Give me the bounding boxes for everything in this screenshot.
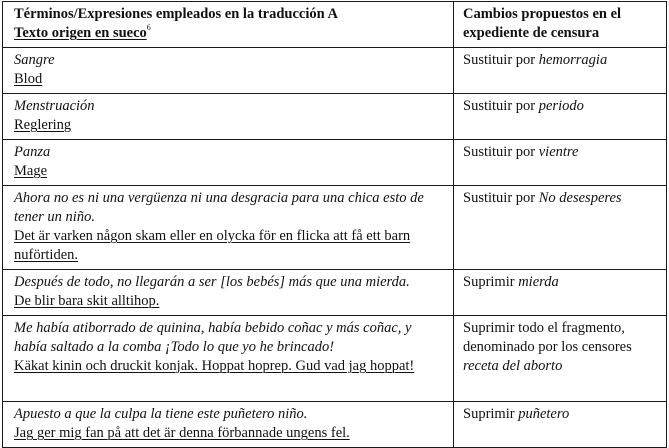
change-action: Suprimir bbox=[463, 406, 519, 422]
header-proposed-changes bbox=[454, 2, 667, 48]
source-cell bbox=[3, 94, 454, 140]
source-cell bbox=[3, 140, 454, 186]
swedish-term: Reglering bbox=[14, 117, 72, 133]
change-action: Suprimir todo el fragmento, denominado por los censores bbox=[463, 320, 632, 355]
source-cell bbox=[3, 402, 454, 448]
swedish-term: Käkat kinin och druckit konjak. Hoppat hoprep. Gud vad jag hoppat! bbox=[14, 358, 415, 374]
table-row bbox=[3, 186, 667, 270]
change-action: Sustituir por bbox=[463, 98, 539, 114]
table-row bbox=[3, 140, 667, 186]
table-header-row bbox=[3, 2, 667, 48]
swedish-term: De blir bara skit alltihop. bbox=[14, 293, 160, 309]
censorship-table bbox=[2, 1, 667, 448]
change-term: vientre bbox=[538, 144, 579, 160]
table-row bbox=[3, 316, 667, 402]
change-cell bbox=[454, 48, 667, 94]
change-term: mierda bbox=[518, 274, 559, 290]
table-row bbox=[3, 270, 667, 316]
header-source-terms-line1: Términos/Expresiones empleados en la traducción A bbox=[14, 6, 338, 22]
header-proposed-changes-line2: expediente de censura bbox=[463, 25, 600, 41]
swedish-term: Det är varken någon skam eller en olycka för en flicka att få ett barn nuförtiden. bbox=[14, 228, 411, 263]
change-cell bbox=[454, 270, 667, 316]
source-cell bbox=[3, 186, 454, 270]
header-proposed-changes-line1: Cambios propuestos en el bbox=[463, 6, 622, 22]
change-action: Sustituir por bbox=[463, 190, 539, 206]
table-row bbox=[3, 48, 667, 94]
change-cell bbox=[454, 402, 667, 448]
swedish-term: Blod bbox=[14, 71, 43, 87]
swedish-term: Mage bbox=[14, 163, 48, 179]
swedish-term: Jag ger mig fan på att det är denna förbannade ungens fel. bbox=[14, 425, 350, 441]
header-source-text-label bbox=[14, 24, 445, 43]
change-term: receta del aborto bbox=[463, 358, 563, 374]
change-action: Sustituir por bbox=[463, 52, 539, 68]
source-cell bbox=[3, 270, 454, 316]
change-term: puñetero bbox=[518, 406, 570, 422]
spanish-term: Después de todo, no llegarán a ser [los bebés] más que una mierda. bbox=[14, 274, 410, 290]
footnote-marker: 6 bbox=[146, 23, 151, 33]
table-row bbox=[3, 94, 667, 140]
change-cell bbox=[454, 186, 667, 270]
change-action: Suprimir bbox=[463, 274, 519, 290]
spanish-term: Menstruación bbox=[14, 98, 95, 114]
change-action: Sustituir por bbox=[463, 144, 539, 160]
header-source-terms bbox=[3, 2, 454, 48]
change-cell bbox=[454, 316, 667, 402]
header-swedish-source-label: Texto origen en sueco bbox=[14, 25, 147, 41]
change-term: No desesperes bbox=[538, 190, 622, 206]
spanish-term: Panza bbox=[14, 144, 51, 160]
table-row bbox=[3, 402, 667, 448]
spanish-term: Ahora no es ni una vergüenza ni una desgracia para una chica esto de tener un niño. bbox=[14, 190, 424, 225]
spanish-term: Sangre bbox=[14, 52, 55, 68]
source-cell bbox=[3, 48, 454, 94]
spanish-term: Me había atiborrado de quinina, había bebido coñac y más coñac, y había saltado a la comba ¡Todo lo que yo he brincado! bbox=[14, 320, 412, 355]
spanish-term: Apuesto a que la culpa la tiene este puñetero niño. bbox=[14, 406, 308, 422]
change-term: hemorragia bbox=[538, 52, 608, 68]
source-cell bbox=[3, 316, 454, 402]
change-cell bbox=[454, 94, 667, 140]
change-term: periodo bbox=[538, 98, 584, 114]
change-cell bbox=[454, 140, 667, 186]
